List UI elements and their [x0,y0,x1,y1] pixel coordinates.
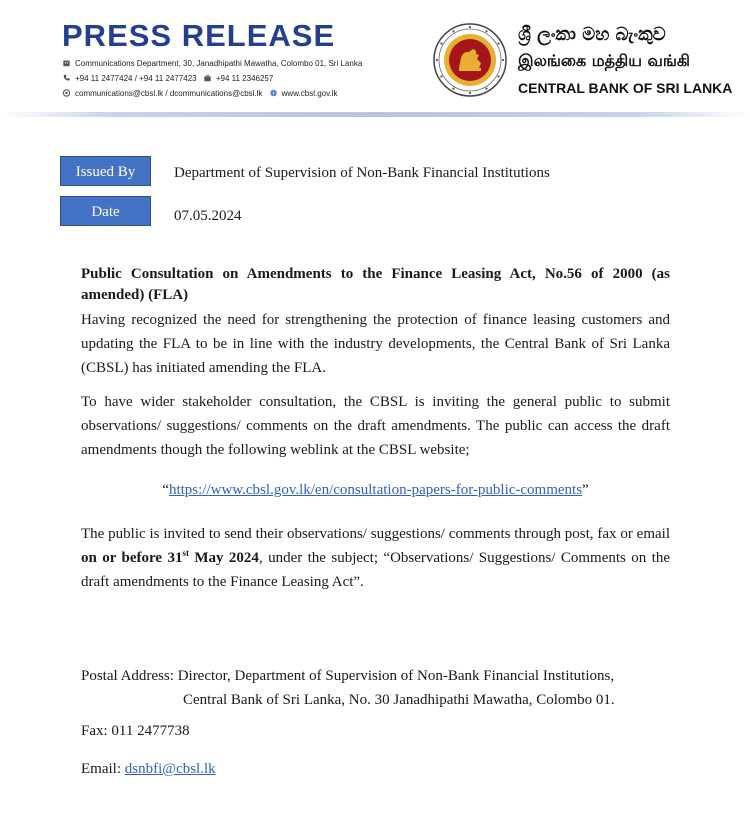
header-fax-text: +94 11 2346257 [215,74,274,83]
postal-address-line-1 [81,664,681,688]
paragraph-3-end: , under the subject; “Observations/ Suggestions/ Comments on the draft amendments to the Finance Leasing Act”. [81,550,670,590]
fax-label: Fax: [81,723,112,739]
issued-by-label: Issued By [60,156,151,186]
deadline-text [81,550,259,566]
header-address [62,58,362,69]
header-phone [62,73,273,84]
building-icon [62,59,71,67]
deadline-pre: on or before 31 [81,550,183,566]
postal-line-2: Central Bank of Sri Lanka, No. 30 Janadhipathi Mawatha, Colombo 01. [183,692,615,708]
press-release-title: PRESS RELEASE [62,18,336,53]
date-label: Date [60,196,151,226]
paragraph-3 [81,522,670,594]
at-icon [62,89,71,97]
link-open-quote: “ [162,482,169,498]
header-email [62,88,338,99]
phone-icon [62,74,71,82]
press-release-body [81,264,670,604]
globe-icon [269,89,278,97]
press-release-header [0,0,750,118]
paragraph-2: To have wider stakeholder consultation, the CBSL is inviting the general public to submit observations/ suggestions/ comments on the draft amendments. The public can access the draft amendments though the following weblink at the CBSL website; [81,394,670,458]
bank-name-tamil: இலங்கை மத்திய வங்கி [518,51,690,70]
bank-name-english: CENTRAL BANK OF SRI LANKA [518,80,733,96]
postal-label: Postal Address: [81,668,178,684]
fax-line [81,719,681,743]
header-email-text[interactable]: communications@cbsl.lk / dcommunications@cbsl.lk [75,89,263,98]
issued-by-value: Department of Supervision of Non-Bank Financial Institutions [174,165,550,181]
header-phone-text: +94 11 2477424 / +94 11 2477423 [75,74,197,83]
header-divider [0,112,750,117]
postal-line-1: Director, Department of Supervision of Non-Bank Financial Institutions, [177,668,615,684]
email-line [81,757,681,781]
fax-value: 011 2477738 [111,723,190,739]
link-close-quote: ” [582,482,589,498]
consultation-link-line [81,478,670,502]
email-label: Email: [81,761,125,777]
consultation-link[interactable]: https://www.cbsl.gov.lk/en/consultation-papers-for-public-comments [168,482,583,498]
email-link[interactable]: dsnbfi@cbsl.lk [124,761,216,777]
contact-details [81,664,681,781]
deadline-ordinal: st [182,548,189,558]
date-value: 07.05.2024 [174,208,242,224]
header-address-text: Communications Department, 30, Janadhipathi Mawatha, Colombo 01, Sri Lanka [75,59,363,68]
header-website-text[interactable]: www.cbsl.gov.lk [281,89,338,98]
deadline-post: May 2024 [188,550,259,566]
paragraph-1: Having recognized the need for strengthening the protection of finance leasing customers and updating the FLA to be in line with the industry developments, the Central Bank of Sri Lanka (CBSL) has initiated amending the FLA. [81,312,670,376]
release-heading: Public Consultation on Amendments to the Finance Leasing Act, No.56 of 2000 (as amended) (FLA) [81,266,670,303]
cbsl-emblem [433,23,507,97]
paragraph-3-start: The public is invited to send their observations/ suggestions/ comments through post, fax or email [81,526,670,542]
bank-name-sinhala: ශ්‍රී ලංකා මහ බැංකුව [518,24,666,45]
fax-icon [203,74,212,82]
